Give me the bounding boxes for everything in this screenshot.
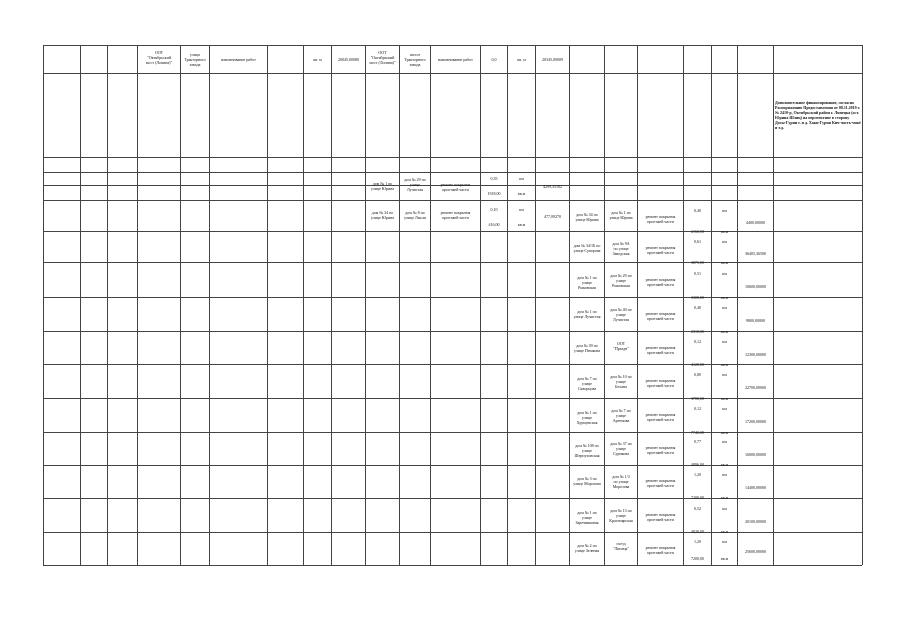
- row-m2-unit: кв.м: [720, 260, 729, 265]
- row-work: ремонт покрытия проезжей части: [645, 245, 676, 255]
- grid-line-v: [331, 45, 332, 565]
- row-sum: 9800,00000: [746, 318, 765, 323]
- row-sum: 22700,00000: [745, 385, 766, 390]
- row1-cell-2: улица Тракторного завода: [184, 52, 206, 67]
- row1-cell-8: наименование работ: [438, 57, 473, 62]
- row-m2: 3300,00: [691, 295, 704, 300]
- row1-cell-3: наименование работ: [221, 57, 256, 62]
- row-m2-unit: кв.м: [720, 229, 729, 234]
- row-address-from: дом № 1 по улице Заречниковая: [575, 510, 599, 525]
- grid-line-h: [43, 172, 862, 173]
- row-km: 0,80: [694, 372, 701, 377]
- row-m2: 7200,00: [691, 495, 704, 500]
- row1-cell-6: ООТ "Октябрьский мост (Лопина)": [369, 50, 396, 65]
- block-a-km-unit: км: [519, 176, 524, 181]
- row-address-from: дом № 1 по улице Лучистая: [573, 309, 601, 319]
- block-a-address-to: дом № 29 по улице Лучистая: [404, 177, 426, 192]
- row-address-to: ООТ "Праздн": [613, 341, 629, 351]
- row-km: 1,20: [694, 472, 701, 477]
- grid-line-h: [43, 532, 862, 533]
- row-work: ремонт покрытия проезжей части: [645, 378, 676, 388]
- row-sum: 10600,00000: [745, 284, 766, 289]
- block-a-address-from: дом № 1 по улице Юрина: [370, 181, 395, 191]
- row-m2-unit: кв.м: [720, 329, 729, 334]
- row-address-to: дом № 40 по улице Лучистая: [610, 307, 632, 322]
- financing-note: Дополнительное финансирование, согласно Распоряжению Предоставления от 08.11.2019 г. № 2410-р, Октябрьский район г. Липецка (ост. Юрина Шлиц) на перспективе в сторону Досы-Гурни г. и д. Хаки-Гурни Кич-часть-чикё и т.д.: [775, 100, 861, 130]
- row-m2: 4096,00: [691, 462, 704, 467]
- row1-cell-11: 20345,00009: [542, 57, 563, 62]
- row-m2-unit: кв.м: [720, 462, 729, 467]
- row-address-from: дом № 39 по улице Пешкова: [574, 343, 600, 353]
- grid-line-h: [43, 200, 862, 201]
- grid-line-h: [43, 157, 862, 158]
- grid-line-v: [430, 45, 431, 565]
- row-m2: 2310,00: [691, 329, 704, 334]
- row-km: 0,12: [694, 339, 701, 344]
- row-m2-unit: кв.м: [720, 295, 729, 300]
- row-km-unit: км: [722, 439, 727, 444]
- row-sum: 17200,00000: [745, 419, 766, 424]
- row-m2: 2160,00: [691, 229, 704, 234]
- block-a-km: 0,35: [490, 176, 498, 181]
- block-a-m2-unit: кв.м: [517, 191, 526, 196]
- row-work: ремонт покрытия проезжей части: [645, 214, 676, 224]
- row-km-unit: км: [722, 539, 727, 544]
- row-address-from: дом № 1 по улице Рыковская: [577, 275, 597, 290]
- grid-line-h: [43, 331, 862, 332]
- grid-line-h: [43, 262, 862, 263]
- row-address-to: дом № 1/3 по улице Морозова: [612, 474, 630, 489]
- grid-line-v: [862, 45, 863, 565]
- grid-line-h: [43, 498, 862, 499]
- row-km: 0,52: [694, 506, 701, 511]
- row-km-unit: км: [722, 271, 727, 276]
- row-work: ремонт покрытия проезжей части: [645, 412, 676, 422]
- row-m2-unit: кв.м: [720, 556, 729, 561]
- block-b-address-from: дом № 34 по улице Юрина: [370, 210, 395, 220]
- row-address-to: дом № 29 по улице Рыковская: [610, 273, 632, 288]
- row1-cell-5: 20045,00080: [338, 57, 359, 62]
- row-address-to: съезд "Липецк": [612, 541, 630, 551]
- grid-line-v: [137, 45, 138, 565]
- row-sum: 12300,00000: [745, 352, 766, 357]
- block-b-km: 0,10: [490, 207, 498, 212]
- row-address-to: дом № 10 по улице Белана: [610, 374, 632, 389]
- row-sum: 20100,00000: [745, 519, 766, 524]
- row-m2: 3700,00: [691, 396, 704, 401]
- grid-line-v: [209, 45, 210, 565]
- row-work: ремонт покрытия проезжей части: [645, 445, 676, 455]
- row-km-unit: км: [722, 372, 727, 377]
- row-work: ремонт покрытия проезжей части: [645, 545, 676, 555]
- block-b-m2: 416,00: [488, 222, 500, 227]
- row-work: ремонт покрытия проезжей части: [645, 345, 676, 355]
- row-km-unit: км: [722, 208, 727, 213]
- row-address-to: дом № 13 по улице Красноярская: [609, 508, 633, 523]
- row1-cell-10: кв. м: [517, 57, 526, 62]
- row-km-unit: км: [722, 506, 727, 511]
- row-m2-unit: кв.м: [720, 396, 729, 401]
- row-km: 0,51: [694, 271, 701, 276]
- row-m2: 3075,00: [691, 260, 704, 265]
- grid-line-h: [43, 432, 862, 433]
- row-km: 0,61: [694, 239, 701, 244]
- row-address-from: дом № 2 по улице Зеленая: [574, 543, 600, 553]
- row-address-to: дом № 9А по улице Заводская: [612, 241, 630, 256]
- row-work: ремонт покрытия проезжей части: [645, 512, 676, 522]
- row-km-unit: км: [722, 305, 727, 310]
- row-address-from: дом № 7 по улице Скворцова: [577, 376, 597, 391]
- grid-line-v: [43, 45, 44, 565]
- row1-cell-7: шоссе Тракторного завода: [404, 52, 426, 67]
- block-b-work: ремонт покрытия проезжей части: [440, 210, 471, 220]
- row1-cell-1: ООТ "Октябрьский мост (Лопина)": [145, 50, 173, 65]
- row-sum: 36405,36500: [745, 251, 766, 256]
- row-km-unit: км: [722, 339, 727, 344]
- row-work: ремонт покрытия проезжей части: [645, 478, 676, 488]
- block-b-sum: 477,09270: [544, 214, 561, 219]
- row1-cell-9: 0,0: [491, 57, 497, 62]
- block-a-work: ремонт покрытия проезжей части: [440, 182, 471, 192]
- row-km-unit: км: [722, 406, 727, 411]
- grid-line-h: [43, 297, 862, 298]
- grid-line-v: [507, 45, 508, 565]
- grid-line-v: [480, 45, 481, 565]
- block-b-address-to: дом № 8 по улице Лысая: [404, 210, 426, 220]
- row-m2: 4020,00: [691, 529, 704, 534]
- grid-line-v: [773, 45, 774, 565]
- row-km: 1,20: [694, 539, 701, 544]
- row-m2-unit: кв.м: [720, 529, 729, 534]
- row-km: 0,40: [694, 208, 701, 213]
- row-sum: 14400,00000: [745, 485, 766, 490]
- row-m2: 7740,00: [691, 430, 704, 435]
- block-b-km-unit: км: [519, 207, 524, 212]
- grid-line-h: [43, 73, 862, 74]
- row-sum: 16000,00000: [745, 452, 766, 457]
- grid-line-h: [43, 45, 862, 46]
- row-km: 0,77: [694, 439, 701, 444]
- block-a-sum: 4299,35182: [543, 184, 562, 189]
- grid-line-v: [399, 45, 400, 565]
- grid-line-v: [107, 45, 108, 565]
- grid-line-v: [303, 45, 304, 565]
- row-address-to: дом № 1 по улице Юрина: [609, 210, 633, 220]
- row-m2-unit: кв.м: [720, 430, 729, 435]
- grid-line-h: [43, 231, 862, 232]
- row-address-from: дом № 1 по улице Хрущевская: [576, 410, 598, 425]
- block-b-m2-unit: кв.м: [517, 222, 526, 227]
- grid-line-v: [267, 45, 268, 565]
- row-address-from: дом № 108 по улице Шерпуховская: [574, 443, 600, 458]
- row-km: 0,12: [694, 406, 701, 411]
- row-km-unit: км: [722, 472, 727, 477]
- grid-line-v: [80, 45, 81, 565]
- row-km-unit: км: [722, 239, 727, 244]
- grid-line-h: [43, 364, 862, 365]
- row-address-from: дом № 34/1Б по улице Суворова: [573, 243, 601, 253]
- grid-line-v: [569, 45, 570, 565]
- grid-line-v: [535, 45, 536, 565]
- grid-line-h: [43, 465, 862, 466]
- row-work: ремонт покрытия проезжей части: [645, 311, 676, 321]
- row-m2-unit: кв.м: [720, 362, 729, 367]
- row-m2: 7200,00: [691, 556, 704, 561]
- grid-line-v: [180, 45, 181, 565]
- row-address-to: дом № 37 по улице Сурикова: [610, 441, 632, 456]
- row-m2-unit: кв.м: [720, 495, 729, 500]
- row-address-to: дом № 7 по улице Артемова: [611, 408, 631, 423]
- row-km: 0,40: [694, 305, 701, 310]
- grid-line-h: [43, 398, 862, 399]
- row-work: ремонт покрытия проезжей части: [645, 277, 676, 287]
- grid-line-v: [365, 45, 366, 565]
- row-address-from: дом № 3 по улице Морозова: [573, 476, 601, 486]
- block-a-m2: 1918,00: [487, 191, 501, 196]
- row-sum: 4400,00000: [746, 220, 765, 225]
- row-sum: 25600,00000: [745, 549, 766, 554]
- row-m2: 4120,00: [691, 362, 704, 367]
- grid-line-h: [43, 565, 862, 566]
- row-address-from: дом № 34 по улице Юрина: [575, 212, 599, 222]
- row1-cell-4: кв. м: [313, 57, 322, 62]
